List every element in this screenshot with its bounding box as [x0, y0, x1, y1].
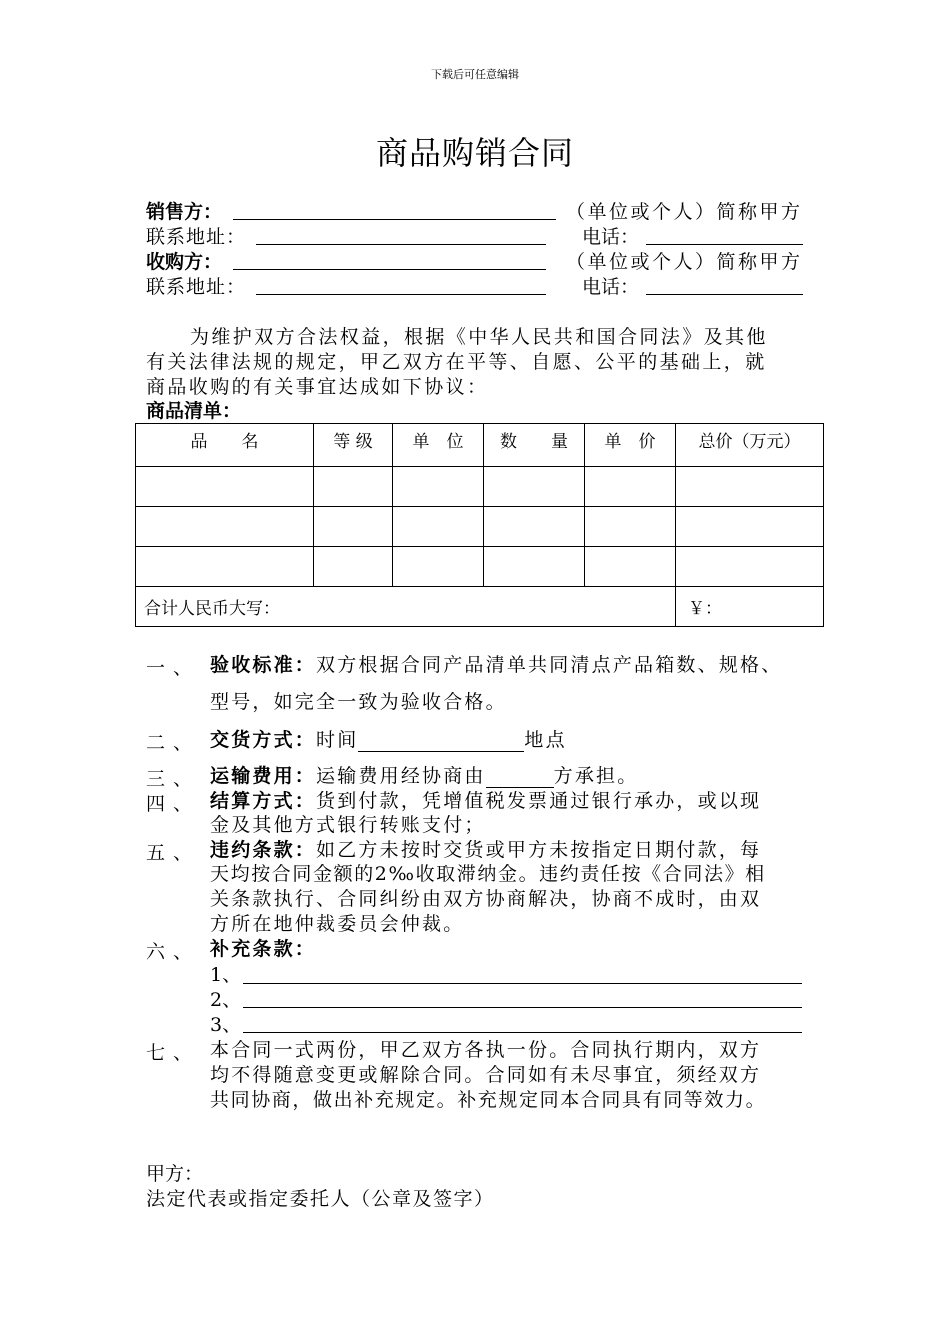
table-cell[interactable] — [585, 547, 676, 587]
seller-address-field[interactable] — [256, 244, 546, 245]
table-cell[interactable] — [314, 507, 393, 547]
clause-text: 方所在地仲裁委员会仲裁。 — [210, 913, 465, 935]
table-cell[interactable] — [136, 547, 314, 587]
clause-title: 交货方式： — [210, 729, 317, 751]
transport-party-field[interactable] — [486, 769, 554, 788]
clause-text: 金及其他方式银行转账支付； — [210, 814, 486, 836]
clause-text: 如乙方未按时交货或甲方未按指定日期付款，每 — [316, 839, 762, 861]
buyer-note: （单位或个人）简称甲方 — [566, 251, 803, 273]
table-row — [136, 467, 824, 507]
table-header-row — [136, 424, 824, 467]
party-a-label: 甲方： — [146, 1163, 204, 1185]
buyer-phone-field[interactable] — [646, 294, 803, 295]
table-cell[interactable] — [393, 547, 484, 587]
table-cell[interactable] — [136, 507, 314, 547]
table-cell[interactable] — [314, 467, 393, 507]
clause-text: 天均按合同金额的2‰收取滞纳金。违约责任按《合同法》相 — [210, 863, 766, 885]
col-header-quantity: 数 量 — [484, 424, 585, 467]
table-cell[interactable] — [676, 507, 824, 547]
total-in-words-label: 合计人民币大写： — [144, 599, 280, 619]
supplement-item-number: 1、 — [210, 964, 242, 986]
table-cell[interactable] — [676, 467, 824, 507]
seller-phone-label: 电话： — [582, 226, 640, 248]
seller-address-label: 联系地址： — [146, 226, 247, 248]
intro-line: 有关法律法规的规定，甲乙双方在平等、自愿、公平的基础上，就 — [146, 351, 767, 373]
table-cell[interactable] — [676, 547, 824, 587]
table-row — [136, 547, 824, 587]
table-row — [136, 507, 824, 547]
table-cell[interactable] — [393, 467, 484, 507]
total-amount-cell[interactable] — [676, 587, 824, 627]
header-note: 下载后可任意编辑 — [431, 68, 519, 81]
representative-label: 法定代表或指定委托人（公章及签字） — [146, 1188, 495, 1210]
col-header-total: 总价（万元） — [676, 424, 824, 467]
goods-table — [135, 423, 824, 627]
table-cell[interactable] — [393, 507, 484, 547]
col-header-name: 品 名 — [136, 424, 314, 467]
clause-title: 验收标准： — [210, 654, 317, 676]
intro-line: 为维护双方合法权益，根据《中华人民共和国合同法》及其他 — [190, 326, 768, 348]
clause-text: 关条款执行、合同纠纷由双方协商解决，协商不成时，由双 — [210, 888, 762, 910]
clause-text: 运输费用经协商由 — [316, 765, 486, 787]
table-cell[interactable] — [314, 547, 393, 587]
clause-number: 七、 — [146, 1042, 201, 1064]
clause-number: 三、 — [146, 768, 201, 790]
page-title: 商品购销合同 — [375, 134, 574, 172]
table-cell[interactable] — [585, 507, 676, 547]
clause-number: 五、 — [146, 842, 201, 864]
clause-text: 方承担。 — [553, 765, 639, 787]
clause-text: 双方根据合同产品清单共同清点产品箱数、规格、 — [316, 654, 783, 676]
delivery-place-label: 地点 — [524, 729, 567, 751]
clause-title: 违约条款： — [210, 839, 317, 861]
clause-number: 六、 — [146, 941, 201, 963]
buyer-name-field[interactable] — [233, 269, 546, 270]
table-total-row — [136, 587, 824, 627]
buyer-phone-label: 电话： — [582, 276, 640, 298]
col-header-grade: 等 级 — [314, 424, 393, 467]
yuan-label: ￥： — [688, 599, 722, 619]
total-in-words-cell[interactable] — [136, 587, 676, 627]
clause-text: 均不得随意变更或解除合同。合同如有未尽事宜，须经双方 — [210, 1064, 762, 1086]
supplement-item-field[interactable] — [243, 983, 802, 984]
buyer-address-field[interactable] — [256, 294, 546, 295]
seller-note: （单位或个人）简称甲方 — [566, 201, 803, 223]
table-cell[interactable] — [484, 467, 585, 507]
col-header-unit-price: 单 价 — [585, 424, 676, 467]
supplement-item-field[interactable] — [243, 1007, 802, 1008]
seller-label: 销售方： — [146, 201, 223, 223]
clause-number: 一、 — [146, 657, 201, 679]
clause-text: 货到付款，凭增值税发票通过银行承办，或以现 — [316, 790, 762, 812]
delivery-time-label: 时间 — [316, 729, 359, 751]
clause-number: 四、 — [146, 793, 201, 815]
buyer-address-label: 联系地址： — [146, 276, 247, 298]
clause-text: 型号，如完全一致为验收合格。 — [210, 691, 507, 713]
table-cell[interactable] — [484, 507, 585, 547]
goods-list-label: 商品清单： — [146, 400, 242, 422]
col-header-unit: 单 位 — [393, 424, 484, 467]
supplement-item-number: 2、 — [210, 989, 242, 1011]
table-cell[interactable] — [136, 467, 314, 507]
supplement-item-field[interactable] — [243, 1032, 802, 1033]
supplement-item-number: 3、 — [210, 1014, 242, 1036]
clause-number: 二、 — [146, 732, 201, 754]
intro-line: 商品收购的有关事宜达成如下协议： — [146, 376, 489, 398]
clause-text: 共同协商，做出补充规定。补充规定同本合同具有同等效力。 — [210, 1089, 767, 1111]
seller-phone-field[interactable] — [646, 244, 803, 245]
buyer-label: 收购方： — [146, 251, 223, 273]
table-cell[interactable] — [484, 547, 585, 587]
clause-title: 补充条款： — [210, 938, 317, 960]
clause-title: 运输费用： — [210, 765, 317, 787]
clause-title: 结算方式： — [210, 790, 317, 812]
table-cell[interactable] — [585, 467, 676, 507]
clause-text: 本合同一式两份，甲乙双方各执一份。合同执行期内，双方 — [210, 1039, 762, 1061]
delivery-time-field[interactable] — [358, 733, 524, 752]
seller-name-field[interactable] — [233, 219, 556, 220]
